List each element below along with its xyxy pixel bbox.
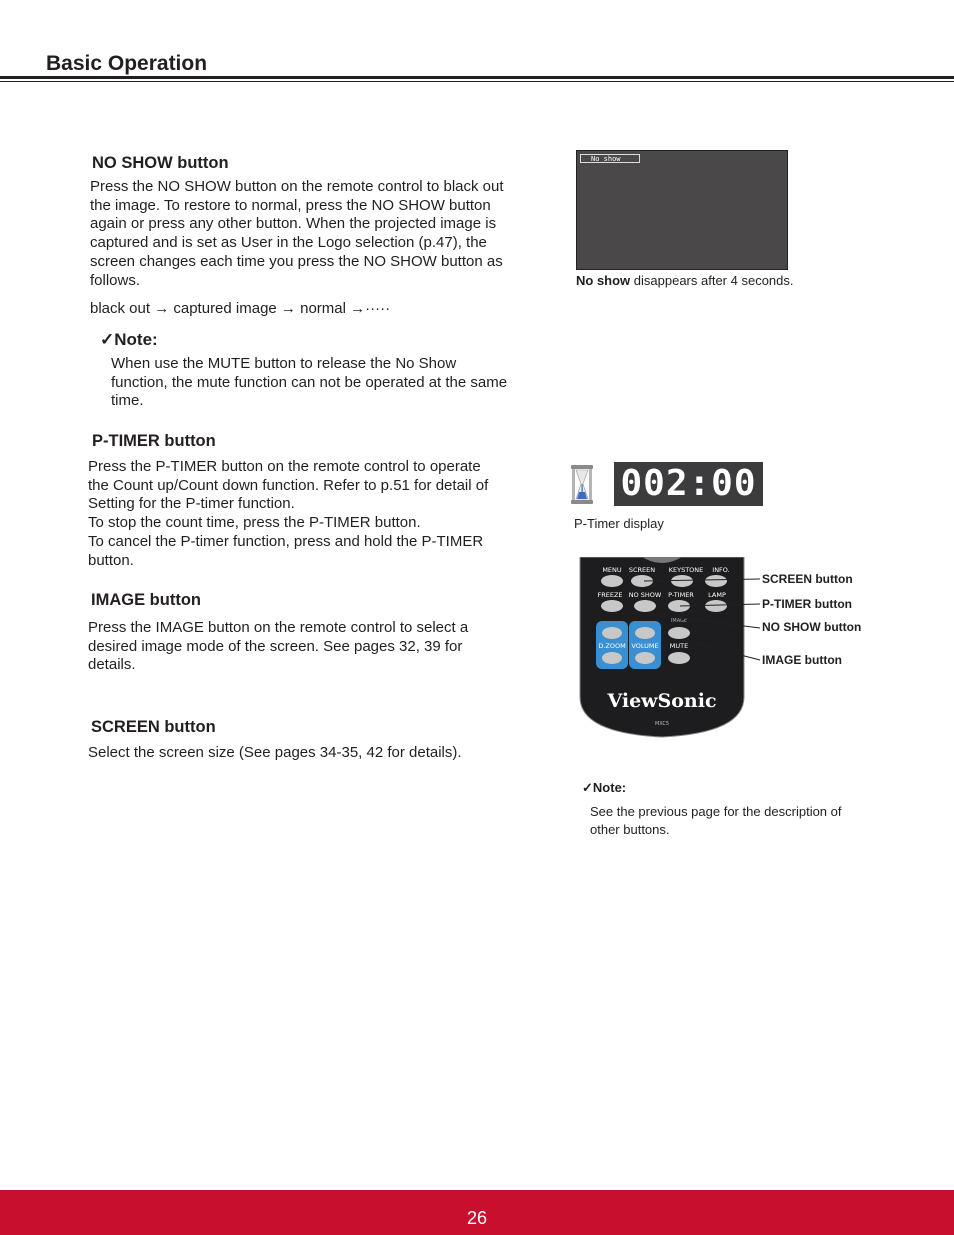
text-line: To cancel the P-timer function, press and hold the P-TIMER — [88, 532, 484, 550]
no-show-sequence: black out → captured image → normal →····· — [90, 300, 391, 317]
no-show-tag: No show — [580, 154, 640, 163]
callout-image-button: IMAGE button — [762, 653, 842, 667]
remote-key-label: IMAGE — [670, 618, 688, 624]
remote-key-label: FREEZE — [597, 591, 623, 599]
remote-key-label: MUTE — [669, 642, 689, 650]
side-note-title: Note: — [592, 780, 627, 795]
text-line: the image. To restore to normal, press the NO SHOW button — [90, 196, 491, 214]
text-line: again or press any other button. When the projected image is — [90, 215, 497, 233]
caption-rest: disappears after 4 seconds. — [630, 273, 794, 288]
image-heading: IMAGE button — [91, 591, 201, 609]
text-line: When use the MUTE button to release the No Show — [111, 355, 457, 372]
text-line: Press the NO SHOW button on the remote control to black out — [90, 178, 504, 195]
text-line: To stop the count time, press the P-TIMER button. — [88, 514, 421, 532]
text-line: Select the screen size (See pages 34-35, 42 for details). — [88, 744, 462, 761]
screen-heading: SCREEN button — [91, 718, 216, 736]
side-note-text — [590, 803, 890, 839]
text-line: Press the P-TIMER button on the remote control to operate — [88, 458, 481, 475]
check-icon: ✓ — [582, 780, 593, 795]
page-number: 26 — [466, 1208, 488, 1228]
callout-p-timer-button: P-TIMER button — [762, 597, 852, 611]
remote-key-label: SCREEN — [628, 566, 656, 574]
text-line: other buttons. — [590, 822, 670, 837]
text-line: the Count up/Count down function. Refer to p.51 for detail of — [88, 476, 489, 494]
check-icon: ✓ — [100, 330, 115, 349]
text-line: Press the IMAGE button on the remote control to select a — [88, 619, 469, 636]
remote-key-label: VOLUME — [631, 642, 659, 650]
remote-key-label: KEYSTONE — [668, 566, 704, 574]
remote-brand: ViewSonic — [607, 690, 717, 712]
remote-key-label: NO SHOW — [628, 591, 662, 599]
text-line: details. — [88, 656, 136, 674]
text-line: button. — [88, 551, 134, 569]
note-title: Note: — [114, 330, 158, 349]
remote-key-label: MENU — [602, 566, 622, 574]
side-note-heading — [582, 780, 626, 796]
text-line: captured and is set as User in the Logo selection (p.47), the — [90, 234, 487, 252]
remote-key-label: LAMP — [708, 591, 726, 599]
text-line: Setting for the P-timer function. — [88, 495, 295, 513]
remote-key-label: P-TIMER — [668, 591, 694, 599]
text-line: screen changes each time you press the NO SHOW button as — [90, 252, 503, 270]
p-timer-heading: P-TIMER button — [92, 432, 216, 450]
remote-key-label: INFO. — [712, 566, 730, 574]
callout-no-show-button: NO SHOW button — [762, 620, 862, 634]
text-line: time. — [111, 392, 144, 410]
remote-key-label: D.ZOOM — [598, 642, 626, 650]
text-line: follows. — [90, 271, 141, 289]
callout-screen-button: SCREEN button — [762, 572, 853, 586]
timer-caption: P-Timer display — [574, 516, 664, 531]
remote-model: MXC5 — [654, 721, 670, 727]
timer-value: 002:00 — [620, 463, 757, 504]
text-line: See the previous page for the description of — [590, 804, 842, 819]
caption-bold: No show — [576, 273, 631, 288]
text-line: desired image mode of the screen. See pages 32, 39 for — [88, 637, 463, 655]
text-line: function, the mute function can not be operated at the same — [111, 373, 508, 391]
no-show-heading: NO SHOW button — [92, 154, 229, 172]
page-title: Basic Operation — [46, 52, 208, 75]
